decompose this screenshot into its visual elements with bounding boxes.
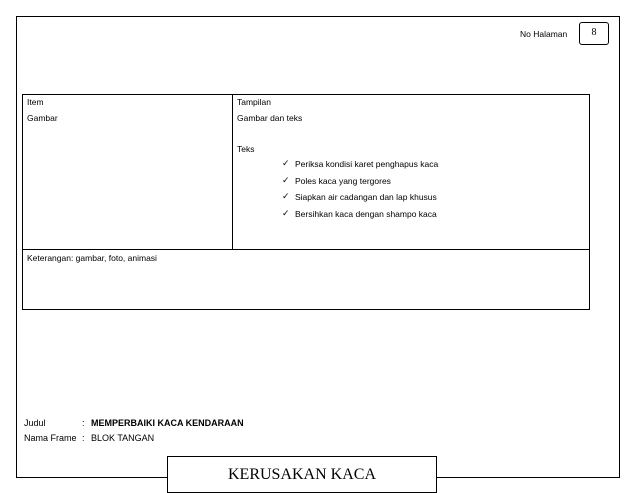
table-column-divider <box>232 94 233 250</box>
checkmark-icon: ✓ <box>282 208 290 218</box>
nama-frame-value: BLOK TANGAN <box>91 433 155 443</box>
nama-frame-separator: : <box>82 433 85 443</box>
checklist-item <box>282 175 391 186</box>
page-number-label: No Halaman <box>520 29 568 39</box>
checklist-item <box>282 191 437 202</box>
checkmark-icon: ✓ <box>282 175 290 185</box>
checklist-item-label: Periksa kondisi karet penghapus kaca <box>295 158 439 169</box>
teks-label: Teks <box>237 144 255 154</box>
page-number-box <box>579 22 609 45</box>
tampilan-value: Gambar dan teks <box>237 113 303 123</box>
nama-frame-label: Nama Frame <box>24 433 77 443</box>
checklist-item <box>282 158 438 169</box>
frame-title-box <box>167 456 437 493</box>
storyboard-table <box>22 94 590 310</box>
checklist-item-label: Poles kaca yang tergores <box>295 175 391 186</box>
checkmark-icon: ✓ <box>282 191 290 201</box>
checkmark-icon: ✓ <box>282 158 290 168</box>
judul-separator: : <box>82 418 85 428</box>
judul-label: Judul <box>24 418 46 428</box>
item-value: Gambar <box>27 113 58 123</box>
judul-value: MEMPERBAIKI KACA KENDARAAN <box>91 418 244 428</box>
frame-title: KERUSAKAN KACA <box>227 465 376 483</box>
page-number-value: 8 <box>591 27 597 38</box>
checklist-item-label: Bersihkan kaca dengan shampo kaca <box>295 208 437 219</box>
checklist-item <box>282 208 437 219</box>
tampilan-header: Tampilan <box>237 97 272 107</box>
keterangan-text: Keterangan: gambar, foto, animasi <box>27 253 157 263</box>
item-header: Item <box>27 97 44 107</box>
table-row-divider <box>22 249 590 250</box>
checklist-item-label: Siapkan air cadangan dan lap khusus <box>295 191 437 202</box>
